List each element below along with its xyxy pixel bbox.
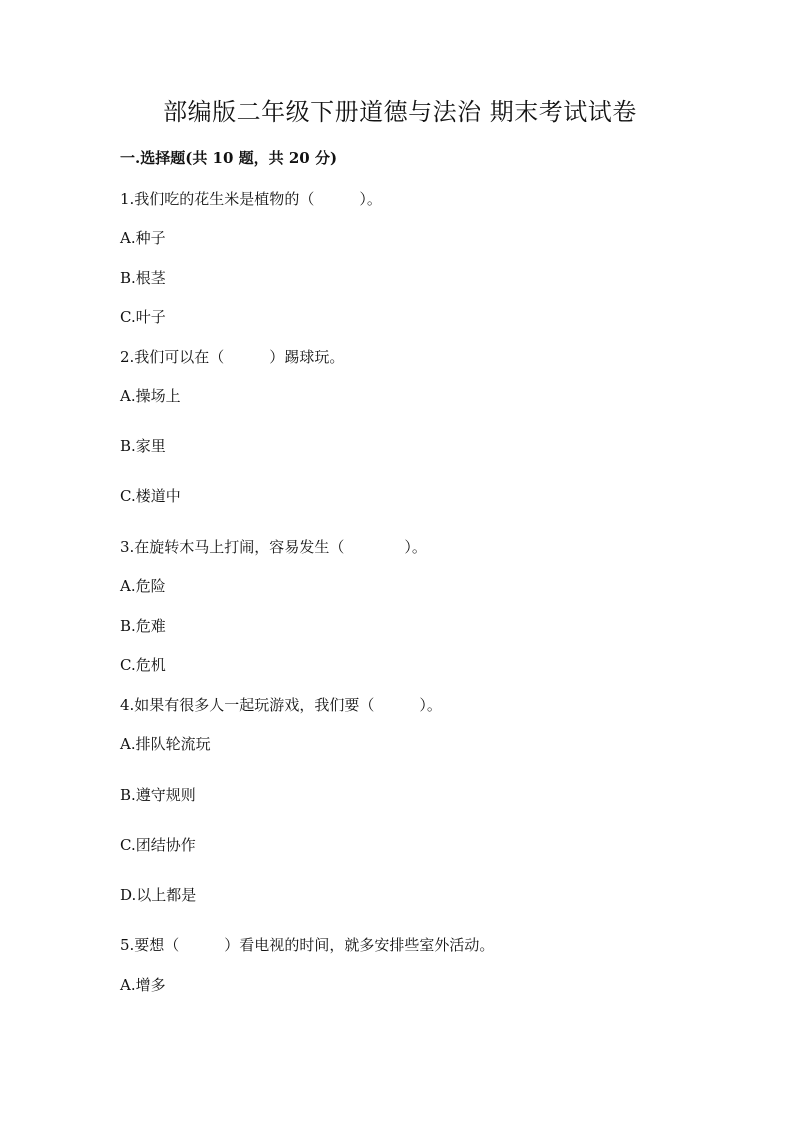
question-3-option-b: B.危难 — [120, 617, 166, 635]
question-2-option-a: A.操场上 — [120, 387, 181, 405]
section-heading: 一.选择题(共 10 题，共 20 分) — [120, 149, 338, 167]
question-4-stem: 4.如果有很多人一起玩游戏，我们要（ ）。 — [120, 696, 442, 714]
question-2-option-b: B.家里 — [120, 437, 166, 455]
question-1-stem: 1.我们吃的花生米是植物的（ ）。 — [120, 190, 382, 208]
question-1-option-b: B.根茎 — [120, 269, 166, 287]
question-2-stem: 2.我们可以在（ ）踢球玩。 — [120, 348, 345, 366]
question-4-option-c: C.团结协作 — [120, 836, 196, 854]
question-4-option-b: B.遵守规则 — [120, 786, 196, 804]
page-title: 部编版二年级下册道德与法治 期末考试试卷 — [163, 98, 637, 126]
question-5-option-a: A.增多 — [120, 976, 166, 994]
question-5-stem: 5.要想（ ）看电视的时间，就多安排些室外活动。 — [120, 936, 495, 954]
question-3-option-c: C.危机 — [120, 656, 166, 674]
question-3-option-a: A.危险 — [120, 577, 166, 595]
question-4-option-d: D.以上都是 — [120, 886, 197, 904]
question-1-option-c: C.叶子 — [120, 308, 166, 326]
question-3-stem: 3.在旋转木马上打闹，容易发生（ ）。 — [120, 538, 427, 556]
question-2-option-c: C.楼道中 — [120, 487, 181, 505]
question-1-option-a: A.种子 — [120, 229, 166, 247]
question-4-option-a: A.排队轮流玩 — [120, 735, 211, 753]
